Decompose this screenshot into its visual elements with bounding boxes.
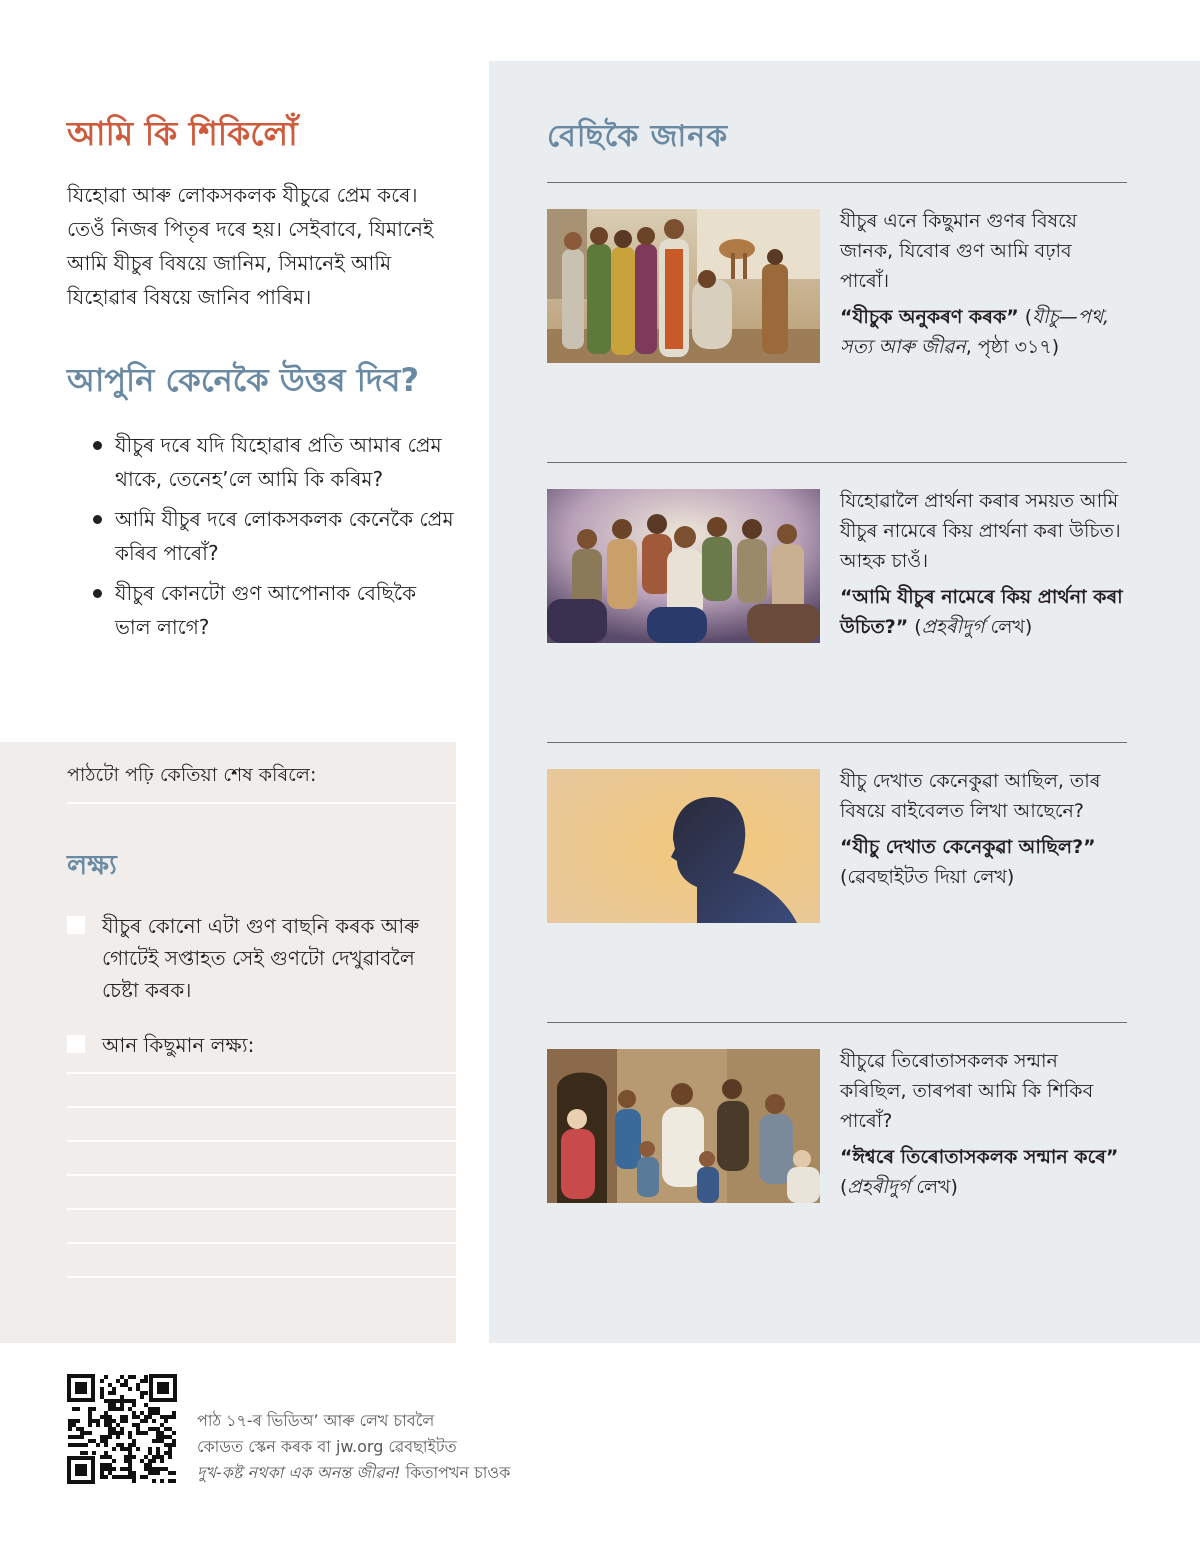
bullet-icon bbox=[93, 589, 102, 598]
card-source-close: , পৃষ্ঠা ৩১৭) bbox=[965, 336, 1060, 358]
card-source-close: লেখ) bbox=[984, 616, 1033, 638]
answer-title: আপুনি কেনেকৈ উত্তৰ দিব? bbox=[67, 361, 420, 399]
divider bbox=[547, 742, 1127, 743]
goal-item bbox=[67, 1029, 456, 1061]
card-image-silhouette[interactable] bbox=[547, 769, 820, 923]
card-description: যীচুৰ এনে কিছুমান গুণৰ বিষয়ে জানক, যিবোৰ গুণ আমি বঢ়াব পাৰোঁ। bbox=[840, 210, 1077, 292]
card-source-close: ৱেবছাইটত দিয়া লেখ) bbox=[847, 866, 1015, 888]
divider bbox=[547, 182, 1127, 183]
finished-date-line[interactable] bbox=[67, 802, 456, 804]
card-link[interactable]: “যীচুক অনুকৰণ কৰক” bbox=[840, 306, 1019, 328]
card-description: যীচুৱে তিৰোতাসকলক সন্মান কৰিছিল, তাৰপৰা আমি কি শিকিব পাৰোঁ? bbox=[840, 1050, 1094, 1132]
card-text bbox=[840, 206, 1125, 362]
bullet-icon bbox=[93, 515, 102, 524]
card-image-jesus-street[interactable] bbox=[547, 209, 820, 363]
card-text bbox=[840, 1046, 1125, 1202]
learned-summary: যিহোৱা আৰু লোকসকলক যীচুৱে প্ৰেম কৰে। তেওঁ নিজৰ পিতৃৰ দৰে হয়। সেইবাবে, যিমানেই আমি যীচুৰ বিষয়ে জানিম, সিমানেই আমি যিহোৱাৰ বিষয়ে জানিব পাৰিম। bbox=[67, 183, 434, 309]
question-item bbox=[67, 576, 457, 644]
card-source-title: প্ৰহৰীদুৰ্গ bbox=[921, 616, 985, 638]
goal-writing-lines[interactable] bbox=[67, 1072, 456, 1310]
card-source-open: ( bbox=[1018, 306, 1033, 328]
card-image-jesus-women[interactable] bbox=[547, 1049, 820, 1203]
finished-date-label: পাঠটো পঢ়ি কেতিয়া শেষ কৰিলে: bbox=[67, 764, 317, 786]
footer-line-2: কোডত স্কেন কৰক বা jw.org ৱেবছাইটত bbox=[197, 1437, 457, 1456]
card-source-title: প্ৰহৰীদুৰ্গ bbox=[847, 1176, 911, 1198]
goal-checkbox[interactable] bbox=[67, 916, 85, 934]
bullet-icon bbox=[93, 441, 102, 450]
question-text: আমি যীচুৰ দৰে লোকসকলক কেনেকৈ প্ৰেম কৰিব পাৰোঁ? bbox=[115, 507, 454, 565]
footer-line-1: পাঠ ১৭-ৰ ভিডিঅ’ আৰু লেখ চাবলৈ bbox=[197, 1411, 435, 1430]
card-text bbox=[840, 766, 1125, 892]
question-text: যীচুৰ কোনটো গুণ আপোনাক বেছিকৈ ভাল লাগে? bbox=[115, 581, 417, 639]
card-description: যিহোৱালৈ প্ৰাৰ্থনা কৰাৰ সময়ত আমি যীচুৰ নামেৰে কিয় প্ৰাৰ্থনা কৰা উচিত। আহক চাওঁ। bbox=[840, 490, 1121, 572]
card-link[interactable]: “ঈশ্বৰে তিৰোতাসকলক সন্মান কৰে” bbox=[840, 1146, 1119, 1168]
goal-title: লক্ষ্য bbox=[67, 850, 117, 881]
card-description: যীচু দেখাত কেনেকুৱা আছিল, তাৰ বিষয়ে বাইবেলত লিখা আছেনে? bbox=[840, 770, 1101, 822]
card-image-jesus-apostles[interactable] bbox=[547, 489, 820, 643]
card-link[interactable]: “আমি যীচুৰ নামেৰে কিয় প্ৰাৰ্থনা কৰা উচিত?” bbox=[840, 586, 1123, 638]
question-text: যীচুৰ দৰে যদি যিহোৱাৰ প্ৰতি আমাৰ প্ৰেম থাকে, তেনেহ’লে আমি কি কৰিম? bbox=[115, 433, 442, 491]
goal-text: আন কিছুমান লক্ষ্য: bbox=[102, 1033, 255, 1057]
divider bbox=[547, 1022, 1127, 1023]
card-source-open: ( bbox=[840, 1176, 848, 1198]
card-text bbox=[840, 486, 1125, 642]
footer-note bbox=[197, 1408, 510, 1486]
qr-code-icon[interactable] bbox=[67, 1374, 177, 1484]
card-link[interactable]: “যীচু দেখাত কেনেকুৱা আছিল?” bbox=[840, 836, 1096, 858]
divider bbox=[547, 462, 1127, 463]
learned-title: আমি কি শিকিলোঁ bbox=[67, 114, 298, 153]
footer-book-title: দুখ-কষ্ট নথকা এক অনন্ত জীৱন! bbox=[197, 1463, 401, 1482]
card-source-close: লেখ) bbox=[910, 1176, 958, 1198]
question-item bbox=[67, 502, 457, 570]
card-source-open: ( bbox=[908, 616, 922, 638]
question-item bbox=[67, 428, 457, 496]
footer-line-3: কিতাপখন চাওক bbox=[400, 1463, 511, 1482]
goal-text: যীচুৰ কোনো এটা গুণ বাছনি কৰক আৰু গোটেই সপ্তাহত সেই গুণটো দেখুৱাবলৈ চেষ্টা কৰক। bbox=[102, 914, 420, 1002]
question-list bbox=[67, 428, 457, 650]
goal-item bbox=[67, 910, 456, 1006]
goal-checkbox[interactable] bbox=[67, 1035, 85, 1053]
explore-title: বেছিকৈ জানক bbox=[547, 119, 729, 154]
card-source-open: ( bbox=[840, 866, 848, 888]
card-source-title: যীচু—পথ, সত্য আৰু জীৱন bbox=[840, 306, 1110, 358]
